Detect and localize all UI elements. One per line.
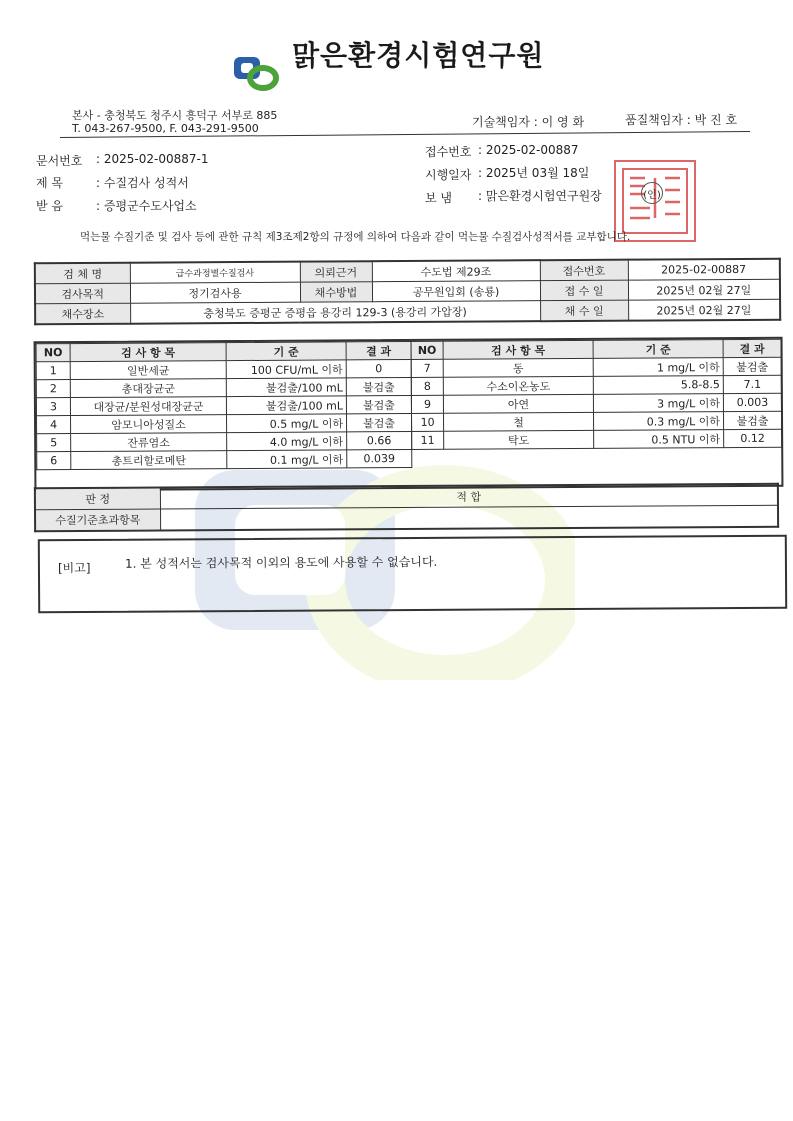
issue-date-label: 시행일자: [425, 168, 472, 182]
exceed-row: [35, 505, 778, 531]
result-row: [411, 411, 781, 431]
std-header: 기 준: [226, 342, 346, 361]
result-standard: 0.3 mg/L 이하: [593, 412, 723, 431]
result-row: [412, 429, 782, 449]
info-row: [35, 299, 780, 324]
exceed-label: 수질기준초과항목: [35, 509, 160, 531]
result-standard: 0.5 mg/L 이하: [227, 414, 347, 433]
results-table: [34, 337, 784, 492]
result-no: 7: [411, 359, 443, 377]
judgment-value: 적 합: [160, 484, 778, 509]
method-label: 채수방법: [300, 282, 372, 302]
method: 공무원입회 (송룡): [372, 281, 540, 302]
doc-no-label: 문서번호: [36, 154, 83, 168]
company-logo-icon: [233, 55, 279, 91]
result-value: 불검출: [346, 413, 411, 431]
sample-name-label: 검 체 명: [35, 263, 130, 284]
sample-date: 2025년 02월 27일: [628, 299, 780, 320]
result-standard: 5.8-8.5: [593, 376, 723, 395]
result-no: 5: [37, 434, 71, 452]
purpose: 정기검사용: [130, 282, 300, 303]
result-row: [411, 357, 781, 377]
basis-label: 의뢰근거: [300, 261, 372, 282]
result-no: 6: [37, 452, 71, 470]
result-item: 탁도: [444, 430, 594, 449]
result-row: [411, 393, 781, 413]
result-no: 9: [411, 395, 443, 413]
result-row: [36, 377, 411, 397]
place: 충청북도 증평군 증평읍 용강리 129-3 (용강리 가압장): [130, 301, 540, 324]
statement-text: 먹는물 수질기준 및 검사 등에 관한 규칙 제3조제2항의 규정에 의하여 다음과 같이 먹는물 수질검사성적서를 교부합니다.: [80, 231, 631, 243]
quality-manager: 품질책임자 : 박 진 호: [625, 113, 738, 127]
result-value: 0: [346, 359, 411, 377]
judgment-table: [34, 483, 779, 533]
result-standard: 불검출/100 mL: [226, 396, 346, 415]
result-row: [36, 359, 411, 379]
remarks-text: 1. 본 성적서는 검사목적 이외의 용도에 사용할 수 없습니다.: [124, 554, 438, 571]
std-header: 기 준: [593, 340, 723, 359]
result-standard: 0.1 mg/L 이하: [227, 450, 347, 469]
doc-no: : 2025-02-00887-1: [96, 152, 209, 166]
company-phone: T. 043-267-9500, F. 043-291-9500: [72, 122, 259, 135]
result-standard: 4.0 mg/L 이하: [227, 432, 347, 451]
result-no: 2: [36, 380, 70, 398]
result-item: 대장균/분원성대장균군: [70, 397, 226, 416]
sample-date-label: 채 수 일: [540, 300, 628, 321]
result-no: 1: [36, 362, 70, 380]
result-row: [37, 413, 412, 433]
sender: : 맑은환경시험연구원장: [478, 189, 602, 203]
result-row: [411, 375, 781, 395]
res-header: 결 과: [723, 339, 781, 357]
result-value: 불검출: [723, 411, 781, 429]
tech-manager: 기술책임자 : 이 영 화: [472, 115, 585, 129]
result-item: 총트리할로메탄: [71, 451, 227, 470]
place-label: 채수장소: [35, 303, 130, 324]
accept-date-label: 접 수 일: [540, 280, 628, 301]
results-left: [36, 341, 413, 470]
sender-label: 보 냄: [425, 191, 452, 205]
title-label: 제 목: [36, 176, 63, 190]
result-value: 불검출: [346, 377, 411, 395]
no-header: NO: [411, 341, 443, 359]
result-value: 0.003: [723, 393, 781, 411]
result-standard: 100 CFU/mL 이하: [226, 360, 346, 379]
remarks-box: [38, 535, 787, 614]
result-no: 8: [411, 377, 443, 395]
results-right: [411, 339, 783, 450]
purpose-label: 검사목적: [35, 283, 130, 304]
info-accept-no-label: 접수번호: [540, 260, 628, 281]
exceed-value: [160, 505, 778, 530]
result-item: 잔류염소: [71, 433, 227, 452]
sample-name: 급수과정별수질검사: [130, 262, 300, 284]
organization-name: 맑은환경시험연구원: [292, 39, 545, 72]
results-header: [36, 341, 411, 361]
result-item: 아연: [443, 394, 593, 413]
item-header: 검 사 항 목: [70, 343, 226, 362]
result-row: [37, 449, 412, 469]
remarks-label: [비고]: [57, 560, 91, 576]
result-standard: 1 mg/L 이하: [593, 358, 723, 377]
issue-date: : 2025년 03월 18일: [478, 166, 590, 180]
accept-no: : 2025-02-00887: [478, 143, 579, 157]
result-no: 3: [36, 398, 70, 416]
result-value: 불검출: [346, 395, 411, 413]
result-no: 4: [37, 416, 71, 434]
result-no: 11: [412, 431, 444, 449]
result-standard: 0.5 NTU 이하: [594, 430, 724, 449]
result-item: 총대장균군: [70, 379, 226, 398]
result-item: 동: [443, 358, 593, 377]
info-accept-no: 2025-02-00887: [628, 259, 780, 280]
result-row: [36, 395, 411, 415]
result-item: 일반세균: [70, 361, 226, 380]
res-header: 결 과: [346, 341, 411, 359]
result-item: 철: [443, 412, 593, 431]
doc-title: : 수질검사 성적서: [96, 176, 189, 190]
accept-date: 2025년 02월 27일: [628, 279, 780, 300]
result-standard: 불검출/100 mL: [226, 378, 346, 397]
recipient-label: 받 음: [36, 199, 63, 213]
sample-info-table: [34, 258, 781, 326]
seal-mark: (인): [641, 182, 663, 204]
item-header: 검 사 항 목: [443, 340, 593, 359]
result-standard: 3 mg/L 이하: [593, 394, 723, 413]
result-value: 0.66: [347, 431, 412, 449]
company-address: 본사 - 충청북도 청주시 흥덕구 서부로 885: [72, 109, 278, 122]
accept-no-label: 접수번호: [425, 145, 472, 159]
result-no: 10: [411, 413, 443, 431]
result-value: 불검출: [723, 357, 781, 375]
judgment-label: 판 정: [35, 488, 160, 510]
result-value: 7.1: [723, 375, 781, 393]
result-item: 암모니아성질소: [71, 415, 227, 434]
results-header: [411, 339, 781, 359]
recipient: : 증평군수도사업소: [96, 199, 197, 213]
result-item: 수소이온농도: [443, 376, 593, 395]
no-header: NO: [36, 344, 70, 362]
result-value: 0.039: [347, 449, 412, 467]
result-row: [37, 431, 412, 451]
basis: 수도법 제29조: [372, 260, 540, 282]
result-value: 0.12: [724, 429, 782, 447]
